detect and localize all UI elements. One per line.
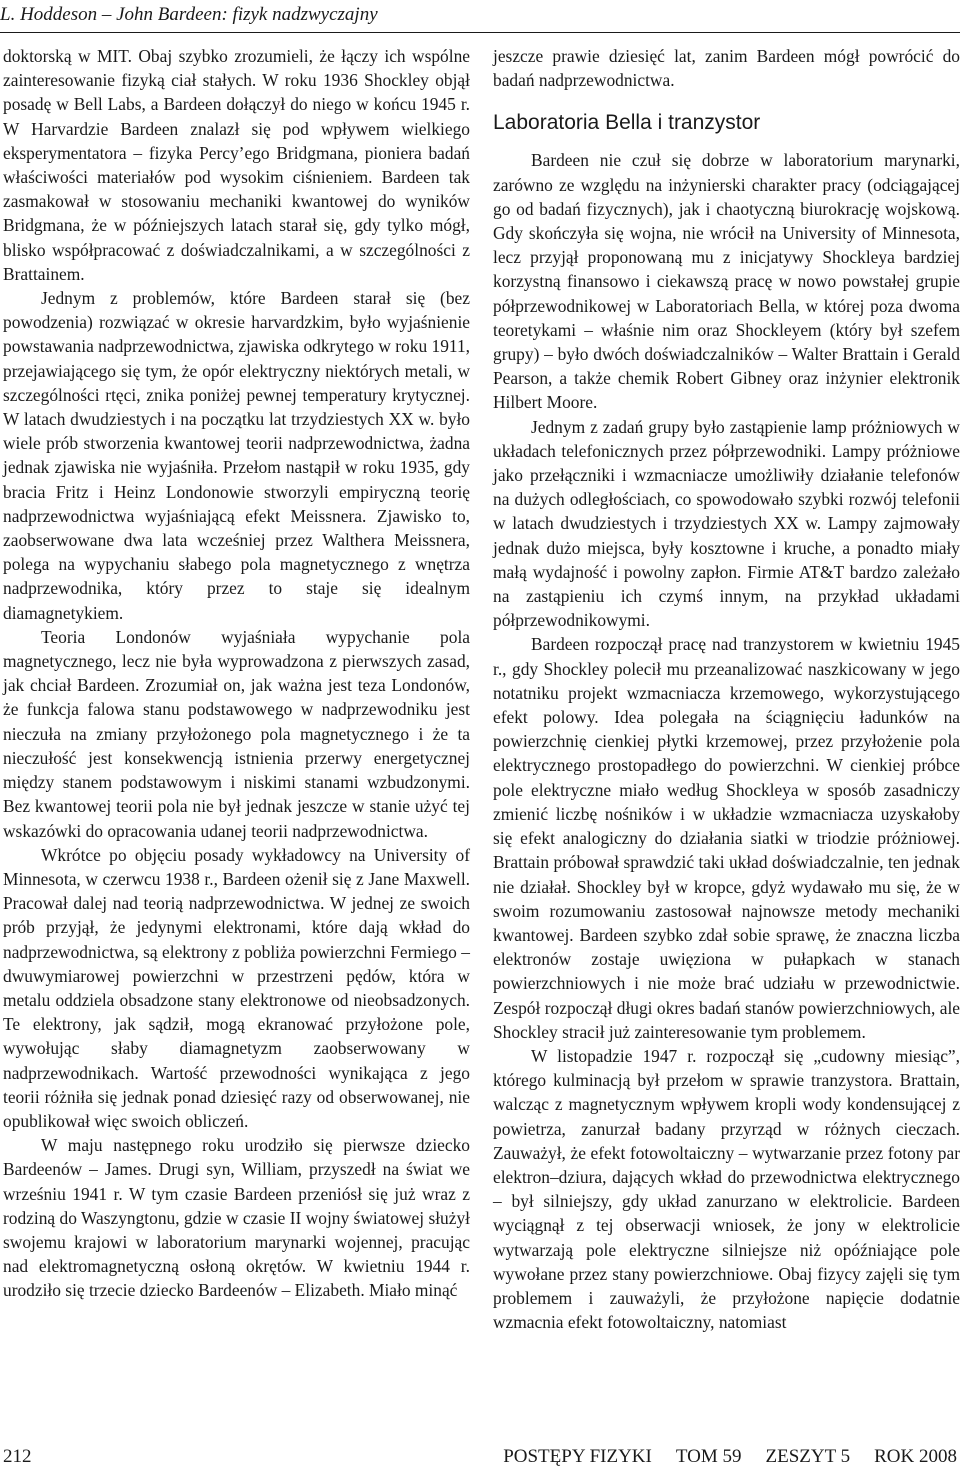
paragraph: Teoria Londonów wyjaśniała wypychanie pola magnetycznego, lecz nie była wyprowadzona z pierwszych zasad, jak chciał Bardeen. Zrozumiał on, jak ważna jest teza Londonów, że funkcja falowa stanu podstawowego w nadprzewodniku jest nieczuła na zmiany przyłożonego pola magnetycznego i że ta nieczułość jest konsekwencją istnienia przerwy energetycznej między stanem podstawowym i niskimi stanami wzbudzonymi. Bez kwantowej teorii pola nie był jednak jeszcze w stanie użyć tej wskazówki do opracowania udanej teorii nadprzewodnictwa. bbox=[3, 626, 470, 841]
page-footer bbox=[3, 1446, 957, 1468]
journal-volume: TOM 59 bbox=[675, 1446, 742, 1467]
paragraph: W listopadzie 1947 r. rozpoczął się „cudowny miesiąc”, którego kulminacją był przełom w sprawie tranzystora. Brattain, walcząc z magnetycznym wpływem kropli wody kondensującej z powietrza, zanurzał badany przyrząd w różnych cieczach. Zauważył, że efekt fotowoltaiczny – wytwarzanie przez fotony par elektron–dziura, dających wkład do przewodnictwa elektrycznego – był silniejszy, gdy układ zanurzano w elektrolicie. Bardeen wyciągnął z tej obserwacji wniosek, że jony w elektrolicie wytwarzają pole elektryczne silniejsze niż opóźniające pole wywołane przez stany powierzchniowe. Obaj fizycy zajęli się tym problemem i zauważyli, że przyłożone napięcie dodatnie wzmacnia efekt fotowoltaiczny, natomiast bbox=[493, 1045, 960, 1333]
journal-info bbox=[503, 1446, 957, 1468]
running-head: L. Hoddeson – John Bardeen: fizyk nadzwyczajny bbox=[0, 4, 378, 25]
header-rule bbox=[0, 32, 960, 33]
right-column bbox=[493, 44, 960, 1334]
journal-year: ROK 2008 bbox=[874, 1446, 957, 1467]
left-column bbox=[3, 44, 470, 1303]
paragraph: Jednym z problemów, które Bardeen starał się (bez powodzenia) rozwiązać w okresie harvardzkim, było wyjaśnienie powstawania nadprzewodnictwa, zjawiska odkrytego w roku 1911, przejawiającego się tym, że opór elektryczny niektórych metali, w szczególności rtęci, znika poniżej pewnej temperatury krytycznej. W latach dwudziestych i na początku lat trzydziestych XX w. było wiele prób stworzenia kwantowej teorii nadprzewodnictwa, żadna jednak zjawiska nie wyjaśniła. Przełom nastąpił w roku 1935, gdy bracia Fritz i Heinz Londonowie stworzyli empiryczną teorię nadprzewodnictwa wyjaśniającą efekt Meissnera. Zjawisko to, zaobserwowane dwa lata wcześniej przez Walthera Meissnera, polega na wypychaniu słabego pola magnetycznego z wnętrza nadprzewodnika, który przez to staje się idealnym diamagnetykiem. bbox=[3, 288, 470, 623]
paragraph: Wkrótce po objęciu posady wykładowcy na University of Minnesota, w czerwcu 1938 r., Bardeen ożenił się z Jane Maxwell. Pracował dalej nad teorią nadprzewodnictwa. W jednej ze swoich prób przyjął, że jedynymi elektronami, które dają wkład do nadprzewodnictwa, są elektrony z pobliża powierzchni Fermiego – dwuwymiarowej powierzchni w przestrzeni pędów, która w metalu oddziela obsadzone stany elektronowe od nieobsadzonych. Te elektrony, jak sądził, mogą ekranować przyłożone pole, wywołując słaby diamagnetyzm zaobserwowany w nadprzewodnikach. Wartość przewodności wynikająca z jego teorii różniła się jednak ponad dziesięć razy od obserwowanej, nie opublikował więc swoich obliczeń. bbox=[3, 844, 470, 1131]
journal-name: POSTĘPY FIZYKI bbox=[503, 1446, 652, 1467]
page-number: 212 bbox=[3, 1446, 32, 1467]
journal-issue: ZESZYT 5 bbox=[765, 1446, 851, 1467]
paragraph: doktorską w MIT. Obaj szybko zrozumieli, że łączy ich wspólne zainteresowanie fizyką ciał stałych. W roku 1936 Shockley objął posadę w Bell Labs, a Bardeen dołączył do niego w końcu 1945 r. W Harvardzie Bardeen znalazł się pod wpływem wielkiego eksperymentatora – fizyka Percy’ego Bridgmana, pioniera badań właściwości materiałów pod wysokim ciśnieniem. Bardeen tak zasmakował w stosowaniu mechaniki kwantowej do wyników Bridgmana, że w późniejszych latach starał się, gdy tylko mógł, blisko współpracować z doświadczalnikami, a w szczególności z Brattainem. bbox=[3, 46, 470, 284]
paragraph: jeszcze prawie dziesięć lat, zanim Bardeen mógł powrócić do badań nadprzewodnictwa. bbox=[493, 46, 960, 91]
paragraph: Bardeen nie czuł się dobrze w laboratorium marynarki, zarówno ze względu na inżynierski charakter pracy (odciągającej go od badań fizycznych), jak i chaotyczną biurokrację wojskową. Gdy skończyła się wojna, nie wrócił na University of Minnesota, lecz przyjął proponowaną mu z inicjatywy Shockleya bardziej korzystną finansowo i ciekawszą pracę w nowo powstałej grupie półprzewodnikowej w Laboratoriach Bella, w której poza dwoma teoretykami – właśnie nim oraz Shockleyem (który był szefem grupy) – było dwóch doświadczalników – Walter Brattain i Gerald Pearson, a także chemik Robert Gibney oraz inżynier elektronik Hilbert Moore. bbox=[493, 150, 960, 413]
paragraph: Jednym z zadań grupy było zastąpienie lamp próżniowych w układach telefonicznych przez półprzewodniki. Lampy próżniowe jako przełączniki i wzmacniacze umożliwiły działanie telefonów na dużych odległościach, co spowodowało szybki rozwój telefonii w latach dwudziestych i trzydziestych XX w. Lampy zajmowały jednak dużo miejsca, były kosztowne i kruche, a ponadto miały małą wydajność i powolny zapłon. Firmie AT&T bardzo zależało na zastąpieniu ich czymś innym, na przykład układami półprzewodnikowymi. bbox=[493, 416, 960, 631]
paragraph: Bardeen rozpoczął pracę nad tranzystorem w kwietniu 1945 r., gdy Shockley polecił mu przeanalizować naszkicowany w jego notatniku projekt wzmacniacza krzemowego, wykorzystującego efekt polowy. Idea polegała na ściągnięciu ładunków na powierzchnię cienkiej płytki krzemowej, przez przyłożenie pola elektrycznego prostopadłego do powierzchni. W cienkiej próbce pole elektryczne miało według Shockleya w sposób zasadniczy zmienić liczbę nośników i w układzie wzmacniacza uzyskałoby się efekt analogiczny do działania siatki w triodzie próżniowej. Brattain próbował sprawdzić taki układ doświadczalnie, ten jednak nie działał. Shockley był w kropce, gdyż wydawało mu się, że w swoim rozumowaniu zastosował najnowsze metody mechaniki kwantowej. Bardeen szybko zdał sobie sprawę, że znaczna liczba elektronów zostaje uwięziona w pułapkach w stanach powierzchniowych i nie może brać udziału w przewodnictwie. Zespół rozpoczął długi okres badań stanów powierzchniowych, ale Shockley stracił już zainteresowanie tym problemem. bbox=[493, 634, 960, 1042]
paragraph: W maju następnego roku urodziło się pierwsze dziecko Bardeenów – James. Drugi syn, William, przyszedł na świat we wrześniu 1941 r. W tym czasie Bardeen przeniósł się już wraz z rodziną do Waszyngtonu, gdzie w czasie II wojny światowej służył swojemu krajowi w laboratorium marynarki wojennej, pracując nad elektromagnetyczną osłoną okrętów. W kwietniu 1944 r. urodziło się trzecie dziecko Bardeenów – Elizabeth. Miało minąć bbox=[3, 1135, 470, 1301]
section-heading: Laboratoria Bella i tranzystor bbox=[493, 111, 761, 135]
